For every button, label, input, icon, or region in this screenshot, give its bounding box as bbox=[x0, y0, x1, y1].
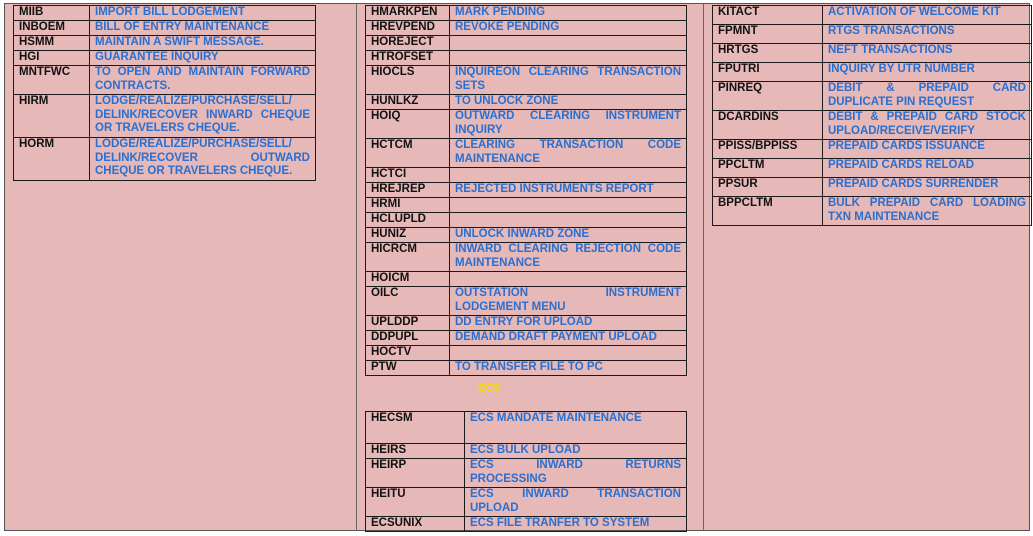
menu-description: BULK PREPAID CARD LOADING TXN MAINTENANCE bbox=[823, 197, 1032, 226]
menu-description bbox=[450, 272, 687, 287]
menu-code: HCTCM bbox=[366, 139, 450, 168]
code-table-trade-finance bbox=[13, 5, 316, 181]
table-row bbox=[366, 287, 687, 316]
menu-code: PTW bbox=[366, 361, 450, 376]
menu-description: UNLOCK INWARD ZONE bbox=[450, 228, 687, 243]
menu-description: PREPAID CARDS RELOAD bbox=[823, 159, 1032, 178]
menu-description: MARK PENDING bbox=[450, 6, 687, 21]
menu-code: HECSM bbox=[366, 412, 465, 444]
table-row bbox=[366, 51, 687, 66]
code-table-ecs bbox=[365, 411, 687, 532]
menu-description: DEBIT & PREPAID CARD DUPLICATE PIN REQUEST bbox=[823, 82, 1032, 111]
table-row bbox=[366, 412, 687, 444]
menu-description: REJECTED INSTRUMENTS REPORT bbox=[450, 183, 687, 198]
table-row bbox=[713, 140, 1032, 159]
menu-description: OUTWARD CLEARING INSTRUMENT INQUIRY bbox=[450, 110, 687, 139]
menu-code: OILC bbox=[366, 287, 450, 316]
table-row bbox=[14, 6, 316, 21]
menu-code: HCLUPLD bbox=[366, 213, 450, 228]
menu-description: ACTIVATION OF WELCOME KIT bbox=[823, 6, 1032, 25]
menu-code: HEITU bbox=[366, 488, 465, 517]
menu-code: HUNLKZ bbox=[366, 95, 450, 110]
menu-description bbox=[450, 346, 687, 361]
menu-code: HOICM bbox=[366, 272, 450, 287]
menu-description: ECS BULK UPLOAD bbox=[465, 444, 687, 459]
column-divider bbox=[356, 3, 357, 531]
table-row bbox=[366, 95, 687, 110]
menu-code: HORM bbox=[14, 138, 90, 181]
table-row bbox=[366, 139, 687, 168]
table-row bbox=[366, 316, 687, 331]
menu-code: DCARDINS bbox=[713, 111, 823, 140]
menu-code: HGI bbox=[14, 51, 90, 66]
menu-description: LODGE/REALIZE/PURCHASE/SELL/ DELINK/RECOVER INWARD CHEQUE OR TRAVELERS CHEQUE. bbox=[90, 95, 316, 138]
menu-code: HICRCM bbox=[366, 243, 450, 272]
menu-description: TO UNLOCK ZONE bbox=[450, 95, 687, 110]
menu-description: NEFT TRANSACTIONS bbox=[823, 44, 1032, 63]
table-row bbox=[366, 168, 687, 183]
menu-code: HCTCI bbox=[366, 168, 450, 183]
menu-description: INQUIREON CLEARING TRANSACTION SETS bbox=[450, 66, 687, 95]
menu-description bbox=[450, 168, 687, 183]
table-row bbox=[366, 346, 687, 361]
menu-description bbox=[450, 36, 687, 51]
menu-code: FPUTRI bbox=[713, 63, 823, 82]
menu-code: UPLDDP bbox=[366, 316, 450, 331]
menu-description: ECS INWARD TRANSACTION UPLOAD bbox=[465, 488, 687, 517]
menu-code: MIIB bbox=[14, 6, 90, 21]
table-row bbox=[366, 36, 687, 51]
menu-description: DEBIT & PREPAID CARD STOCK UPLOAD/RECEIVE/VERIFY bbox=[823, 111, 1032, 140]
menu-code: HOIQ bbox=[366, 110, 450, 139]
table-row bbox=[713, 63, 1032, 82]
table-row bbox=[713, 111, 1032, 140]
code-table-payments-cards bbox=[712, 5, 1032, 226]
table-row bbox=[366, 361, 687, 376]
menu-description: DEMAND DRAFT PAYMENT UPLOAD bbox=[450, 331, 687, 346]
code-table-clearing bbox=[365, 5, 687, 376]
table-row bbox=[366, 110, 687, 139]
table-row bbox=[366, 66, 687, 95]
menu-description: TO TRANSFER FILE TO PC bbox=[450, 361, 687, 376]
menu-description: OUTSTATION INSTRUMENT LODGEMENT MENU bbox=[450, 287, 687, 316]
table-row bbox=[713, 178, 1032, 197]
menu-code: MNTFWC bbox=[14, 66, 90, 95]
menu-description bbox=[450, 213, 687, 228]
menu-code: HOCTV bbox=[366, 346, 450, 361]
menu-description: IMPORT BILL LODGEMENT bbox=[90, 6, 316, 21]
menu-code: HREJREP bbox=[366, 183, 450, 198]
table-row bbox=[366, 331, 687, 346]
menu-code: PPSUR bbox=[713, 178, 823, 197]
table-row bbox=[366, 444, 687, 459]
menu-code: HEIRP bbox=[366, 459, 465, 488]
menu-code: HRMI bbox=[366, 198, 450, 213]
menu-code: KITACT bbox=[713, 6, 823, 25]
menu-description: ECS FILE TRANFER TO SYSTEM bbox=[465, 517, 687, 532]
menu-code: FPMNT bbox=[713, 25, 823, 44]
menu-code: HIRM bbox=[14, 95, 90, 138]
table-row bbox=[366, 183, 687, 198]
menu-code: HMARKPEN bbox=[366, 6, 450, 21]
menu-description: PREPAID CARDS ISSUANCE bbox=[823, 140, 1032, 159]
menu-description: ECS MANDATE MAINTENANCE bbox=[465, 412, 687, 444]
table-row bbox=[366, 243, 687, 272]
table-row bbox=[366, 272, 687, 287]
menu-description: REVOKE PENDING bbox=[450, 21, 687, 36]
menu-description: MAINTAIN A SWIFT MESSAGE. bbox=[90, 36, 316, 51]
column-divider bbox=[703, 3, 704, 531]
menu-description: LODGE/REALIZE/PURCHASE/SELL/ DELINK/RECOVER OUTWARD CHEQUE OR TRAVELERS CHEQUE. bbox=[90, 138, 316, 181]
table-row bbox=[366, 198, 687, 213]
menu-code: PPISS/BPPISS bbox=[713, 140, 823, 159]
menu-code: HIOCLS bbox=[366, 66, 450, 95]
menu-code: DDPUPL bbox=[366, 331, 450, 346]
table-row bbox=[14, 36, 316, 51]
menu-code: BPPCLTM bbox=[713, 197, 823, 226]
table-row bbox=[366, 228, 687, 243]
menu-code: HTROFSET bbox=[366, 51, 450, 66]
menu-code: HUNIZ bbox=[366, 228, 450, 243]
menu-description bbox=[450, 198, 687, 213]
table-row bbox=[366, 459, 687, 488]
menu-description: CLEARING TRANSACTION CODE MAINTENANCE bbox=[450, 139, 687, 168]
menu-description: BILL OF ENTRY MAINTENANCE bbox=[90, 21, 316, 36]
menu-code: ECSUNIX bbox=[366, 517, 465, 532]
menu-description bbox=[450, 51, 687, 66]
menu-description: GUARANTEE INQUIRY bbox=[90, 51, 316, 66]
menu-code: HOREJECT bbox=[366, 36, 450, 51]
table-row bbox=[713, 44, 1032, 63]
menu-code: HSMM bbox=[14, 36, 90, 51]
menu-code: PINREQ bbox=[713, 82, 823, 111]
menu-description: ECS INWARD RETURNS PROCESSING bbox=[465, 459, 687, 488]
table-row bbox=[14, 95, 316, 138]
table-row bbox=[14, 21, 316, 36]
table-row bbox=[366, 21, 687, 36]
table-row bbox=[14, 66, 316, 95]
menu-code: INBOEM bbox=[14, 21, 90, 36]
menu-code: HEIRS bbox=[366, 444, 465, 459]
table-row bbox=[713, 159, 1032, 178]
menu-description: INWARD CLEARING REJECTION CODE MAINTENANCE bbox=[450, 243, 687, 272]
menu-description: PREPAID CARDS SURRENDER bbox=[823, 178, 1032, 197]
menu-description: TO OPEN AND MAINTAIN FORWARD CONTRACTS. bbox=[90, 66, 316, 95]
menu-code: HRTGS bbox=[713, 44, 823, 63]
table-row bbox=[713, 6, 1032, 25]
table-row bbox=[713, 25, 1032, 44]
table-row bbox=[366, 213, 687, 228]
table-row bbox=[366, 6, 687, 21]
table-row bbox=[14, 51, 316, 66]
menu-code: PPCLTM bbox=[713, 159, 823, 178]
table-row bbox=[713, 197, 1032, 226]
table-row bbox=[713, 82, 1032, 111]
table-row bbox=[366, 488, 687, 517]
menu-description: DD ENTRY FOR UPLOAD bbox=[450, 316, 687, 331]
ecs-section-title: ECS bbox=[478, 382, 501, 394]
table-row bbox=[366, 517, 687, 532]
menu-code: HREVPEND bbox=[366, 21, 450, 36]
table-row bbox=[14, 138, 316, 181]
menu-description: INQUIRY BY UTR NUMBER bbox=[823, 63, 1032, 82]
menu-description: RTGS TRANSACTIONS bbox=[823, 25, 1032, 44]
